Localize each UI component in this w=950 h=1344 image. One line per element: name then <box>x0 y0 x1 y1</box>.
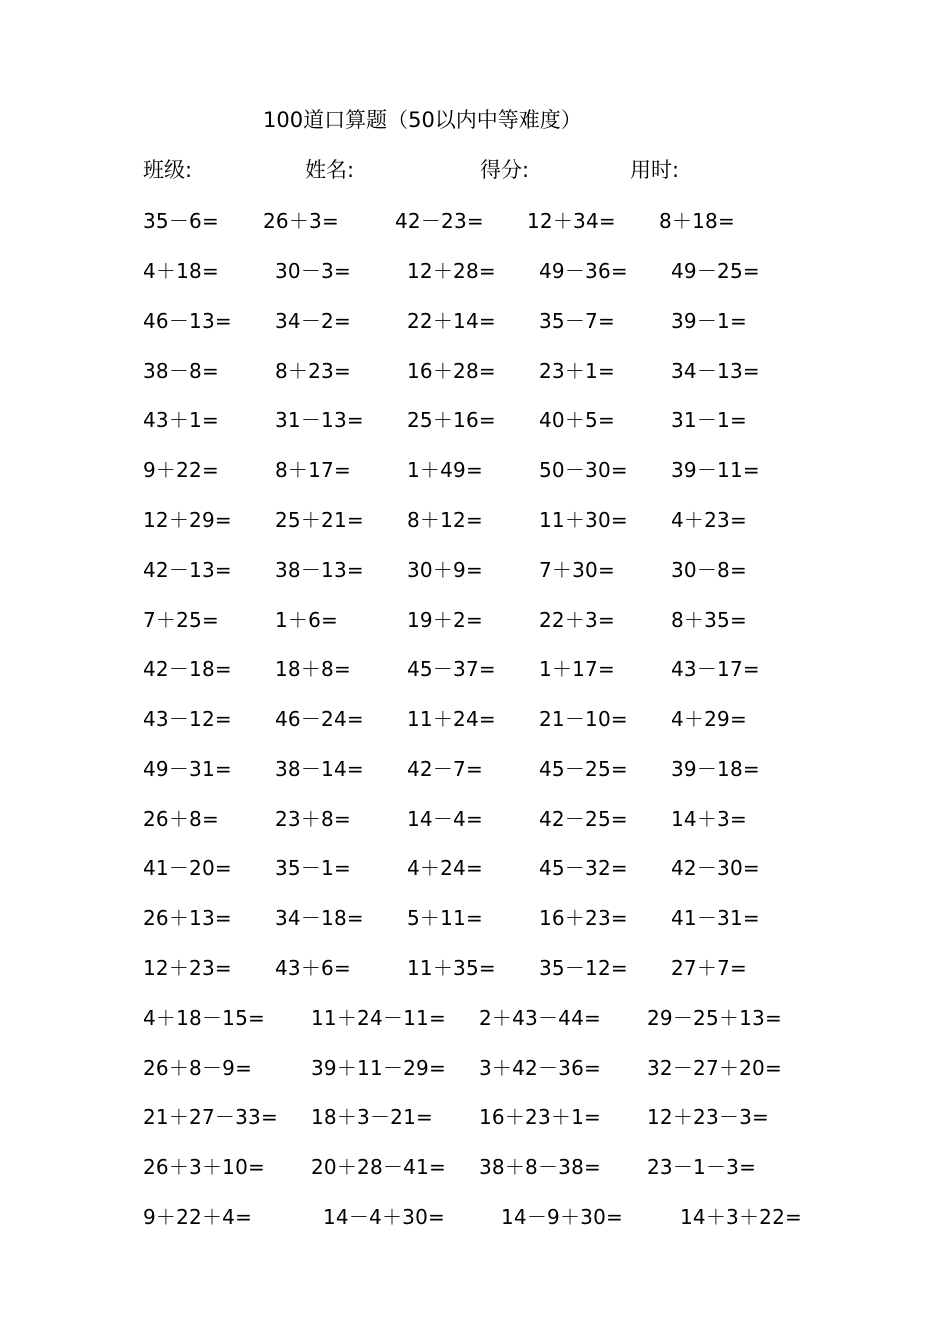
problem: 21－10= <box>539 707 628 731</box>
problem: 22＋3= <box>539 608 615 632</box>
problem: 39－18= <box>671 757 760 781</box>
problem-row-16 <box>0 952 950 982</box>
problem-row-21 <box>0 1201 950 1231</box>
problem: 18＋8= <box>275 657 351 681</box>
problem-row-19 <box>0 1101 950 1131</box>
problem: 26＋3＋10= <box>143 1155 265 1179</box>
problem: 30－3= <box>275 259 351 283</box>
problem: 3＋42－36= <box>479 1056 601 1080</box>
problem-row-8 <box>0 554 950 584</box>
problem: 12＋23= <box>143 956 232 980</box>
problem: 29－25＋13= <box>647 1006 782 1030</box>
problem: 43－17= <box>671 657 760 681</box>
problem: 1＋6= <box>275 608 339 632</box>
problem: 26＋3= <box>263 209 339 233</box>
problem-row-10 <box>0 653 950 683</box>
problem-row-6 <box>0 454 950 484</box>
problem: 42－23= <box>395 209 484 233</box>
problem: 21＋27－33= <box>143 1105 278 1129</box>
problem: 16＋23＋1= <box>479 1105 601 1129</box>
problem: 30＋9= <box>407 558 483 582</box>
problem: 12＋23－3= <box>647 1105 769 1129</box>
problem: 39＋11－29= <box>311 1056 446 1080</box>
problem: 34－13= <box>671 359 760 383</box>
problem: 25＋21= <box>275 508 364 532</box>
problem: 42－25= <box>539 807 628 831</box>
name-label: 姓名: <box>305 158 355 182</box>
problem: 35－7= <box>539 309 615 333</box>
problem: 42－13= <box>143 558 232 582</box>
problem: 20＋28－41= <box>311 1155 446 1179</box>
problem: 40＋5= <box>539 408 615 432</box>
problem-row-7 <box>0 504 950 534</box>
problem: 45－32= <box>539 856 628 880</box>
problem: 38－14= <box>275 757 364 781</box>
problem-row-12 <box>0 753 950 783</box>
problem: 16＋28= <box>407 359 496 383</box>
problem: 38＋8－38= <box>479 1155 601 1179</box>
problem: 8＋12= <box>407 508 483 532</box>
class-label: 班级: <box>143 158 193 182</box>
problem: 14－4＋30= <box>323 1205 445 1229</box>
problem: 46－13= <box>143 309 232 333</box>
problem-row-20 <box>0 1151 950 1181</box>
problem: 8＋18= <box>659 209 735 233</box>
problem: 35－12= <box>539 956 628 980</box>
problem: 1＋17= <box>539 657 615 681</box>
problem: 5＋11= <box>407 906 483 930</box>
problem: 35－1= <box>275 856 351 880</box>
problem: 25＋16= <box>407 408 496 432</box>
problem: 31－13= <box>275 408 364 432</box>
problem: 9＋22＋4= <box>143 1205 253 1229</box>
problem: 14－4= <box>407 807 483 831</box>
problem: 43＋1= <box>143 408 219 432</box>
problem: 30－8= <box>671 558 747 582</box>
problem-row-15 <box>0 902 950 932</box>
problem-row-1 <box>0 205 950 235</box>
problem-row-2 <box>0 255 950 285</box>
time-label: 用时: <box>630 158 680 182</box>
problem: 31－1= <box>671 408 747 432</box>
problem: 9＋22= <box>143 458 219 482</box>
problem: 16＋23= <box>539 906 628 930</box>
problem: 4＋24= <box>407 856 483 880</box>
problem: 26＋8= <box>143 807 219 831</box>
problem: 42－7= <box>407 757 483 781</box>
problem-row-14 <box>0 852 950 882</box>
problem: 8＋17= <box>275 458 351 482</box>
problem: 46－24= <box>275 707 364 731</box>
problem: 38－13= <box>275 558 364 582</box>
problem: 45－37= <box>407 657 496 681</box>
problem: 42－30= <box>671 856 760 880</box>
problem: 38－8= <box>143 359 219 383</box>
problem: 41－31= <box>671 906 760 930</box>
problem-row-4 <box>0 355 950 385</box>
problem: 27＋7= <box>671 956 747 980</box>
problem: 34－18= <box>275 906 364 930</box>
problem-row-17 <box>0 1002 950 1032</box>
problem: 7＋30= <box>539 558 615 582</box>
problem: 12＋29= <box>143 508 232 532</box>
problem: 19＋2= <box>407 608 483 632</box>
problem: 26＋8－9= <box>143 1056 253 1080</box>
problem: 14－9＋30= <box>501 1205 623 1229</box>
problem: 50－30= <box>539 458 628 482</box>
problem: 23－1－3= <box>647 1155 757 1179</box>
problem: 4＋23= <box>671 508 747 532</box>
problem: 26＋13= <box>143 906 232 930</box>
problem: 8＋23= <box>275 359 351 383</box>
page-title: 100道口算题（50以内中等难度） <box>263 108 582 132</box>
problem: 11＋35= <box>407 956 496 980</box>
problem: 41－20= <box>143 856 232 880</box>
problem: 35－6= <box>143 209 219 233</box>
problem: 22＋14= <box>407 309 496 333</box>
problem: 7＋25= <box>143 608 219 632</box>
problem: 43＋6= <box>275 956 351 980</box>
problem: 11＋30= <box>539 508 628 532</box>
problem: 1＋49= <box>407 458 483 482</box>
problem: 14＋3＋22= <box>680 1205 802 1229</box>
problem: 8＋35= <box>671 608 747 632</box>
problem: 42－18= <box>143 657 232 681</box>
problem: 18＋3－21= <box>311 1105 433 1129</box>
problem-row-3 <box>0 305 950 335</box>
problem: 12＋34= <box>527 209 616 233</box>
problem: 11＋24= <box>407 707 496 731</box>
problem: 39－11= <box>671 458 760 482</box>
problem-row-5 <box>0 404 950 434</box>
problem: 49－31= <box>143 757 232 781</box>
problem-row-13 <box>0 803 950 833</box>
problem: 2＋43－44= <box>479 1006 601 1030</box>
problem: 12＋28= <box>407 259 496 283</box>
problem-row-18 <box>0 1052 950 1082</box>
problem: 11＋24－11= <box>311 1006 446 1030</box>
problem-row-9 <box>0 604 950 634</box>
problem: 23＋8= <box>275 807 351 831</box>
problem: 45－25= <box>539 757 628 781</box>
problem: 49－36= <box>539 259 628 283</box>
problem: 32－27＋20= <box>647 1056 782 1080</box>
score-label: 得分: <box>480 158 530 182</box>
problem: 4＋18－15= <box>143 1006 265 1030</box>
problem: 23＋1= <box>539 359 615 383</box>
problem: 39－1= <box>671 309 747 333</box>
problem: 43－12= <box>143 707 232 731</box>
problem: 49－25= <box>671 259 760 283</box>
problem: 4＋29= <box>671 707 747 731</box>
problem: 4＋18= <box>143 259 219 283</box>
problem: 34－2= <box>275 309 351 333</box>
problem: 14＋3= <box>671 807 747 831</box>
problem-row-11 <box>0 703 950 733</box>
